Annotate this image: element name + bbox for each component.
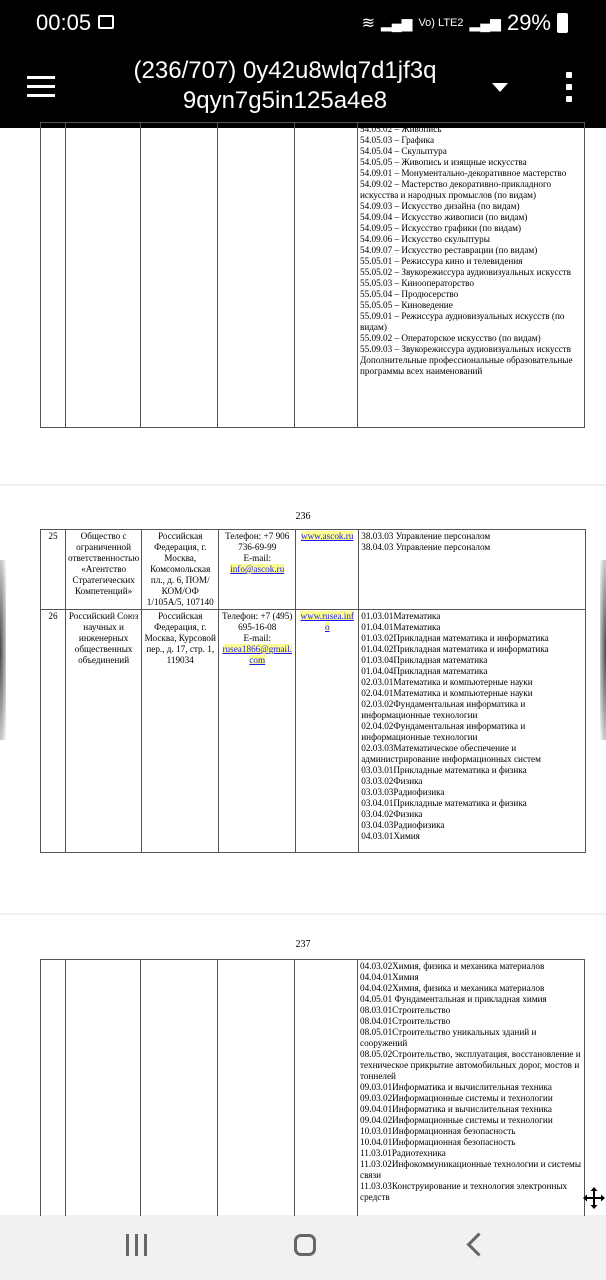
- programs-table: [40, 122, 585, 428]
- signal-icon-2: ▂▄▆: [469, 14, 501, 31]
- recents-icon[interactable]: [126, 1234, 148, 1256]
- status-time: 00:05: [36, 10, 92, 35]
- program-item: 01.03.04Прикладная математика: [361, 655, 488, 665]
- program-item: 54.09.04 – Искусство живописи (по видам): [360, 212, 528, 222]
- gallery-notification-icon: [98, 15, 114, 29]
- program-item: 55.05.01 – Режиссура кино и телевидения: [360, 256, 523, 266]
- program-item: 54.05.02 – Живопись: [360, 124, 442, 134]
- program-item: 11.03.01Радиотехника: [360, 1148, 446, 1158]
- program-item: 54.05.03 – Графика: [360, 135, 435, 145]
- programs-cell: [359, 610, 586, 853]
- program-item: 09.03.02Информационные системы и технологии: [360, 1093, 553, 1103]
- programs-cell: [358, 960, 585, 1233]
- program-item: 04.04.01Химия: [360, 972, 419, 982]
- contact-cell: [219, 610, 296, 853]
- phone-text: Телефон: +7 (495) 695-16-08: [222, 611, 293, 632]
- program-item: 04.03.02Химия, физика и механика материалов: [360, 961, 545, 971]
- page-edge-shadow: [0, 560, 6, 740]
- system-nav-bar: [0, 1216, 606, 1280]
- phone-text: Телефон: +7 906 736-69-99: [225, 531, 290, 552]
- back-icon[interactable]: [466, 1232, 490, 1256]
- battery-icon: [557, 13, 568, 33]
- program-item: 11.03.02Инфокоммуникационные технологии и системы связи: [360, 1159, 581, 1180]
- hamburger-menu-icon[interactable]: [27, 76, 55, 98]
- table-row: [41, 960, 585, 1233]
- program-item: 01.03.01Математика: [361, 611, 441, 621]
- program-item: 10.03.01Информационная безопасность: [360, 1126, 516, 1136]
- row-number: 26: [41, 610, 66, 853]
- program-item: 01.04.01Математика: [361, 622, 441, 632]
- program-item: 08.05.01Строительство уникальных зданий и сооружений: [360, 1027, 537, 1048]
- program-item: 02.04.01Математика и компьютерные науки: [361, 688, 533, 698]
- email-label: E-mail:: [243, 633, 272, 643]
- website-link[interactable]: www.ascok.ru: [300, 531, 354, 541]
- program-item: 09.04.01Информатика и вычислительная техника: [360, 1104, 552, 1114]
- page-edge-shadow: [600, 560, 606, 740]
- program-item: 04.03.01Химия: [361, 831, 420, 841]
- program-item: 09.03.01Информатика и вычислительная техника: [360, 1082, 552, 1092]
- program-item: 04.05.01 Фундаментальная и прикладная химия: [360, 994, 547, 1004]
- title-line-1: (236/707) 0y42u8wlq7d1jf3q: [133, 57, 437, 84]
- email-label: E-mail:: [243, 553, 272, 563]
- document-page-235: [0, 124, 606, 484]
- pan-move-icon[interactable]: [582, 1186, 606, 1210]
- status-indicators: [362, 10, 568, 36]
- table-row: [41, 610, 586, 853]
- program-item: 38.03.03 Управление персоналом: [361, 531, 491, 541]
- status-bar: [0, 0, 606, 48]
- document-title: [100, 56, 470, 116]
- page-number: 237: [295, 939, 311, 950]
- table-row: [41, 530, 586, 610]
- program-item: 03.03.03Радиофизика: [361, 787, 445, 797]
- organizations-table: [40, 529, 586, 853]
- program-item: 54.09.02 – Мастерство декоративно-прикладного искусства и народных промыслов (по видам): [360, 179, 552, 200]
- program-item: 02.03.01Математика и компьютерные науки: [361, 677, 533, 687]
- home-icon[interactable]: [294, 1234, 316, 1256]
- programs-list: [360, 124, 582, 377]
- programs-cell: [359, 530, 586, 610]
- program-item: 08.05.02Строительство, эксплуатация, восстановление и техническое прикрытие автомобильных дорог, мостов и тоннелей: [360, 1049, 581, 1081]
- table-row: [41, 123, 585, 428]
- program-item: 01.04.02Прикладная математика и информатика: [361, 644, 549, 654]
- website-link[interactable]: www.rusea.info: [300, 611, 354, 632]
- program-item: 03.03.02Физика: [361, 776, 423, 786]
- program-item: 02.04.02Фундаментальная информатика и информационные технологии: [361, 721, 526, 742]
- program-item: 38.04.03 Управление персоналом: [361, 542, 491, 552]
- program-item: 55.05.03 – Кинооператорство: [360, 278, 474, 288]
- program-item: 09.04.02Информационные системы и технологии: [360, 1115, 553, 1125]
- dropdown-arrow-icon[interactable]: [492, 83, 508, 92]
- contact-cell: [219, 530, 296, 610]
- program-item: 54.09.07 – Искусство реставрации (по видам): [360, 245, 538, 255]
- program-item: 04.04.02Химия, физика и механика материалов: [360, 983, 545, 993]
- program-item: 02.03.02Фундаментальная информатика и информационные технологии: [361, 699, 526, 720]
- email-link[interactable]: info@ascok.ru: [230, 564, 285, 574]
- program-item: 10.04.01Информационная безопасность: [360, 1137, 516, 1147]
- program-item: 54.09.03 – Искусство дизайна (по видам): [360, 201, 520, 211]
- signal-icon: ▂▄▆: [381, 14, 413, 31]
- program-item: 55.05.04 – Продюсерство: [360, 289, 459, 299]
- program-item: 08.04.01Строительство: [360, 1016, 451, 1026]
- title-line-2: 9qyn7g5in125a4e8: [182, 87, 388, 114]
- organization-address: Российская Федерация, г. Москва, Комсомольская пл., д. 6, ПОМ/КОМ/ОФ 1/105А/5, 107140: [142, 530, 219, 610]
- program-item: 54.09.06 – Искусство скульптуры: [360, 234, 490, 244]
- programs-list: [361, 611, 583, 842]
- app-bar: [0, 48, 606, 128]
- program-item: 08.03.01Строительство: [360, 1005, 451, 1015]
- programs-table-continued: [40, 959, 585, 1233]
- program-item: 02.03.03Математическое обеспечение и администрирование информационных систем: [361, 743, 541, 764]
- network-type: Vo) LTE2: [418, 17, 464, 29]
- document-page-237: [0, 915, 606, 1215]
- page-number: 236: [295, 511, 311, 522]
- programs-cell: [358, 123, 585, 428]
- program-item: 03.04.02Физика: [361, 809, 423, 819]
- program-item: 01.03.02Прикладная математика и информатика: [361, 633, 549, 643]
- document-page-236: [0, 486, 606, 913]
- program-item: 55.09.02 – Операторское искусство (по видам): [360, 333, 541, 343]
- website-cell: [296, 530, 359, 610]
- program-item: 55.09.03 – Звукорежиссура аудиовизуальных искусств: [360, 344, 572, 354]
- program-item: 54.09.01 – Монументально-декоративное мастерство: [360, 168, 567, 178]
- organization-name: Российский Союз научных и инженерных общественных объединений: [66, 610, 142, 853]
- wifi-icon: ≋: [361, 15, 375, 32]
- program-item: Дополнительные профессиональные образовательные программы всех наименований: [360, 355, 573, 376]
- program-item: 03.04.01Прикладные математика и физика: [361, 798, 527, 808]
- battery-level: 29%: [506, 10, 551, 35]
- programs-list: [361, 531, 583, 553]
- program-item: 54.05.05 – Живопись и изящные искусства: [360, 157, 527, 167]
- row-number: 25: [41, 530, 66, 610]
- program-item: 01.04.04Прикладная математика: [361, 666, 488, 676]
- email-link[interactable]: rusea1866@gmail.com: [222, 644, 292, 665]
- organization-name: Общество с ограниченной ответственностью «Агентство Стратегических Компетенций»: [66, 530, 142, 610]
- program-item: 54.05.04 – Скульптура: [360, 146, 447, 156]
- website-cell: [296, 610, 359, 853]
- program-item: 03.03.01Прикладные математика и физика: [361, 765, 527, 775]
- programs-list: [360, 961, 582, 1203]
- program-item: 55.05.05 – Киноведение: [360, 300, 453, 310]
- program-item: 11.03.03Конструирование и технология электронных средств: [360, 1181, 568, 1202]
- program-item: 54.09.05 – Искусство графики (по видам): [360, 223, 522, 233]
- program-item: 55.05.02 – Звукорежиссура аудиовизуальных искусств: [360, 267, 572, 277]
- organization-address: Российская Федерация, г. Москва, Курсовой пер., д. 17, стр. 1, 119034: [142, 610, 219, 853]
- more-vert-icon[interactable]: [566, 72, 572, 106]
- program-item: 55.09.01 – Режиссура аудиовизуальных искусств (по видам): [360, 311, 565, 332]
- program-item: 03.04.03Радиофизика: [361, 820, 445, 830]
